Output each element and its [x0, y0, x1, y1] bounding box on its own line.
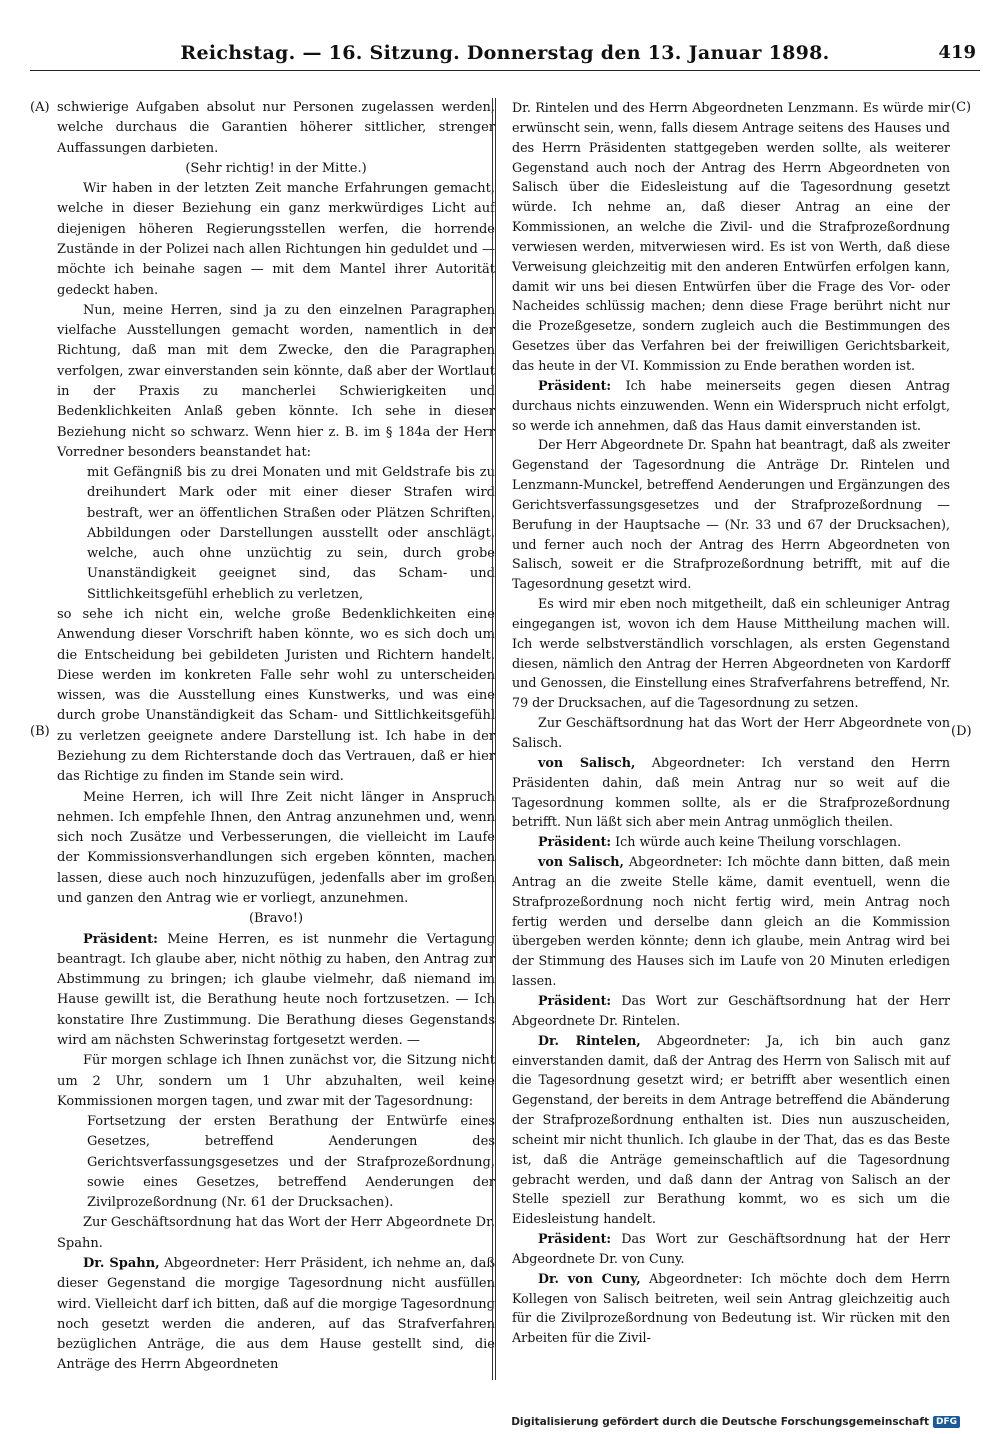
paragraph-text: Es wird mir eben noch mitgetheilt, daß ein schleuniger Antrag eingegangen ist, wovon ich dem Hause Mittheilung machen will. Ich werde selbstverständlich vorschlagen, als ersten Gegenstand diesen, nämlich den Antrag der Herren Abgeordneten von Kardorff und Genossen, die Einstellung eines Strafverfahrens betreffend, Nr. 79 der Drucksachen, auf die Tagesordnung zu setzen. [512, 596, 951, 711]
page-title: Reichstag. — 16. Sitzung. Donnerstag den 13. Januar 1898. [180, 42, 830, 64]
paragraph [512, 594, 950, 713]
speaker-name: von Salisch, [538, 854, 624, 870]
paragraph [57, 159, 495, 179]
speaker-name: Dr. Spahn, [83, 1256, 160, 1272]
margin-marker-a: (A) [30, 100, 50, 115]
paragraph-text: (Bravo!) [248, 911, 304, 927]
speaker-name: von Salisch, [538, 754, 636, 770]
column-divider [492, 98, 493, 1380]
paragraph-text: Abgeordneter: Ich möchte doch dem Herrn Kollegen von Salisch beitreten, weil sein Antrag gleichzeitig auch für die Zivilprozeßordnung von Bedeutung ist. Wir rücken mit den Arbeiten für die Zivil- [512, 1270, 950, 1346]
paragraph [57, 1051, 495, 1112]
page-header [30, 40, 980, 71]
speaker-name: Dr. Rintelen, [538, 1032, 641, 1048]
paragraph [57, 98, 495, 159]
paragraph [57, 179, 495, 301]
paragraph-text: Fortsetzung der ersten Berathung der Entwürfe eines Gesetzes, betreffend Aenderungen des Gerichtsverfassungsgesetzes und der Strafprozeßordnung, sowie eines Gesetzes, betreffend Aenderungen der Zivilprozeßordnung (Nr. 61 der Drucksachen). [87, 1114, 495, 1211]
paragraph-text: schwierige Aufgaben absolut nur Personen zugelassen werden, welche durchaus die Garantien höherer sittlicher, strenger Auffassungen darbieten. [57, 100, 495, 156]
paragraph [512, 1229, 950, 1269]
page-number: 419 [938, 42, 976, 63]
paragraph-text: Ich würde auch keine Theilung vorschlagen. [611, 834, 902, 850]
speaker-name: Präsident: [538, 834, 612, 850]
paragraph [512, 435, 950, 594]
paragraph [512, 1031, 950, 1229]
paragraph [57, 788, 495, 910]
margin-marker-b: (B) [30, 724, 50, 739]
paragraph-text: Meine Herren, ich will Ihre Zeit nicht länger in Anspruch nehmen. Ich empfehle Ihnen, den Antrag anzunehmen und, wenn sich noch Zusätze und Verbesserungen, die vielleicht im Laufe der Kommissionsverhandlungen sich ergeben könnten, machen lassen, diese auch noch hinzuzufügen, jedenfalls aber im großen und ganzen den Antrag wie er vorliegt, anzunehmen. [57, 789, 495, 906]
paragraph [512, 991, 950, 1031]
paragraph [57, 1112, 495, 1213]
paragraph [512, 1269, 950, 1348]
speaker-name: Dr. von Cuny, [538, 1270, 641, 1286]
speaker-name: Präsident: [538, 377, 612, 393]
paragraph [57, 930, 495, 1052]
paragraph [512, 713, 950, 753]
paragraph [57, 301, 495, 463]
paragraph [512, 852, 950, 991]
paragraph-text: Ich habe meinerseits gegen diesen Antrag durchaus nichts einzuwenden. Wenn ein Widerspruch nicht erfolgt, so werde ich annehmen, daß das Haus damit einverstanden ist. [512, 377, 950, 433]
paragraph-text: Der Herr Abgeordnete Dr. Spahn hat beantragt, daß als zweiter Gegenstand der Tagesordnung die Anträge Dr. Rintelen und Lenzmann-Munckel, betreffend Aenderungen und Ergänzungen des Gerichtsverfassungsgesetzes und der Strafprozeßordnung — Berufung in der Hauptsache — (Nr. 33 und 67 der Drucksachen), und ferner auch noch der Antrag des Herrn Abgeordneten von Salisch, soweit er die Strafprozeßordnung betrifft, mit auf die Tagesordnung gesetzt wird. [512, 437, 950, 592]
speaker-name: Präsident: [538, 992, 612, 1008]
paragraph-text: Abgeordneter: Ja, ich bin auch ganz einverstanden damit, daß der Antrag des Herrn von Salisch mit auf die Tagesordnung gesetzt wird; er betrifft aber wesentlich einen Gegenstand, der bereits in dem Antrage betreffend die Abänderung der Strafprozeßordnung enthalten ist. Dies nun auszuscheiden, scheint mir nicht thunlich. Ich glaube in der That, das es das Beste ist, daß die Anträge gemeinschaftlich auf die Tagesordnung gebracht werden, und daß dann der Antrag von Salisch an der Stelle speziell zur Berathung kommt, wo es sich um die Eidesleistung handelt. [512, 1032, 950, 1227]
paragraph [512, 753, 950, 832]
paragraph-text: Meine Herren, es ist nunmehr die Vertagung beantragt. Ich glaube aber, nicht nöthig zu haben, den Antrag zur Abstimmung zu bringen; ich glaube vielmehr, daß niemand im Hause gewillt ist, die Berathung heute noch fortzusetzen. — Ich konstatire Ihre Zustimmung. Die Berathung dieses Gegenstands wird am nächsten Schwerinstag fortgesetzt werden. — [57, 931, 495, 1048]
paragraph-text: Das Wort zur Geschäftsordnung hat der Herr Abgeordnete Dr. von Cuny. [512, 1231, 950, 1266]
margin-marker-c: (C) [951, 100, 972, 115]
column-divider-second [495, 98, 496, 1380]
paragraph-text: Nun, meine Herren, sind ja zu den einzelnen Paragraphen vielfache Ausstellungen gemacht worden, namentlich in der Richtung, daß man mit dem Zwecke, den die Paragraphen verfolgen, zwar einverstanden sein könnte, daß aber der Wortlaut in der Praxis zu mancherlei Schwierigkeiten und Bedenklichkeiten Anlaß geben könnte. Ich sehe in dieser Beziehung nicht so schwarz. Wenn hier z. B. im § 184a der Herr Vorredner besonders beanstandet hat: [57, 302, 495, 460]
paragraph [57, 605, 495, 788]
footer-text: Digitalisierung gefördert durch die Deutsche Forschungsgemeinschaft [511, 1416, 929, 1428]
paragraph-text: Zur Geschäftsordnung hat das Wort der Herr Abgeordnete von Salisch. [512, 715, 950, 750]
paragraph-text: Abgeordneter: Ich möchte dann bitten, daß mein Antrag an die zweite Stelle käme, damit eventuell, wenn die Strafprozeßordnung noch nicht fertig wird, mein Antrag noch fertig werden und derselbe dann gleich an die Kommission übergeben werden könnte; denn ich glaube, mein Antrag wird bei der Stimmung des Hauses sich im Laufe von 20 Minuten erledigen lassen. [512, 854, 950, 989]
speaker-name: Präsident: [83, 931, 158, 947]
paragraph [512, 98, 950, 376]
footer [511, 1416, 960, 1428]
margin-marker-d: (D) [951, 724, 972, 739]
left-column [57, 98, 495, 1376]
paragraph-text: (Sehr richtig! in der Mitte.) [185, 160, 367, 176]
paragraph-text: Das Wort zur Geschäftsordnung hat der Herr Abgeordnete Dr. Rintelen. [512, 992, 950, 1028]
paragraph-text: so sehe ich nicht ein, welche große Bedenklichkeiten eine Anwendung dieser Vorschrift haben könnte, wo es sich doch um die Entscheidung bei gebildeten Juristen und Richtern handelt. Diese werden im konkreten Falle sehr wohl zu unterscheiden wissen, was die Ausstellung eines Kunstwerks, und was eine durch grobe Unanständigkeit das Scham- und Sittlichkeitsgefühl zu verletzen geeignete andere Darstellung ist. Ich habe in der Beziehung zu dem Richterstande doch das Vertrauen, daß er hier das Richtige zu finden im Stande sein wird. [57, 607, 495, 785]
paragraph [57, 909, 495, 929]
paragraph [512, 832, 950, 852]
paragraph [57, 463, 495, 605]
paragraph-text: Dr. Rintelen und des Herrn Abgeordneten Lenzmann. Es würde mir erwünscht sein, wenn, falls diesem Antrage seitens des Hauses und des Herrn Präsidenten stattgegeben werden sollte, als weiterer Gegenstand auch noch der Antrag des Herrn Abgeordneten von Salisch über die Eidesleistung auf die Tagesordnung gesetzt würde. Ich nehme an, daß dieser Antrag an eine der Kommissionen, an welche die Zivil- und die Strafprozeßordnung verwiesen werden, mitverwiesen wird. Es ist von Werth, daß diese Verweisung gleichzeitig mit den anderen Entwürfen erfolgen kann, damit wir uns bei diesen Entwürfen über die Frage des Vor- oder Nacheides schlüssig machen; denn diese Frage berührt nicht nur die Prozeßgesetze, sondern zugleich auch die Bestimmungen des Gesetzes über das Verfahren bei der freiwilligen Gerichtsbarkeit, das heute in der VI. Kommission zu Ende berathen worden ist. [512, 100, 950, 373]
paragraph [512, 376, 950, 436]
paragraph-text: Abgeordneter: Ich verstand den Herrn Präsidenten dahin, daß mein Antrag nur so weit auf die Tagesordnung kommen sollte, als er die Strafprozeßordnung betrifft. Nun läßt sich aber mein Antrag unmöglich theilen. [512, 754, 950, 830]
paragraph [57, 1254, 495, 1376]
paragraph [57, 1213, 495, 1254]
paragraph-text: Zur Geschäftsordnung hat das Wort der Herr Abgeordnete Dr. Spahn. [57, 1215, 495, 1251]
paragraph-text: Für morgen schlage ich Ihnen zunächst vor, die Sitzung nicht um 2 Uhr, sondern um 1 Uhr abzuhalten, weil keine Kommissionen morgen tagen, und zwar mit der Tagesordnung: [57, 1053, 495, 1109]
right-column [512, 98, 950, 1348]
paragraph-text: mit Gefängniß bis zu drei Monaten und mit Geldstrafe bis zu dreihundert Mark oder mit einer dieser Strafen wird bestraft, wer an öffentlichen Straßen oder Plätzen Schriften, Abbildungen oder Darstellungen ausstellt oder anschlägt, welche, auch ohne unzüchtig zu sein, durch grobe Unanständigkeit geeignet sind, das Scham- und Sittlichkeitsgefühl erheblich zu verletzen, [87, 465, 495, 602]
paragraph-text: Abgeordneter: Herr Präsident, ich nehme an, daß dieser Gegenstand die morgige Tagesordnung nicht ausfüllen wird. Vielleicht darf ich bitten, daß auf die morgige Tagesordnung noch gesetzt werden die anderen, auf das Strafverfahren bezüglichen Anträge, die aus dem Hause gestellt sind, die Anträge des Herrn Abgeordneten [57, 1256, 495, 1373]
paragraph-text: Wir haben in der letzten Zeit manche Erfahrungen gemacht, welche in dieser Beziehung ein ganz merkwürdiges Licht auf diejenigen höheren Regierungsstellen werfen, die horrende Zustände in der Polizei nach allen Richtungen hin geduldet und — möchte ich beinahe sagen — mit dem Mantel ihrer Autorität gedeckt haben. [57, 181, 495, 298]
speaker-name: Präsident: [538, 1231, 612, 1247]
dfg-logo-icon: DFG [933, 1416, 960, 1428]
